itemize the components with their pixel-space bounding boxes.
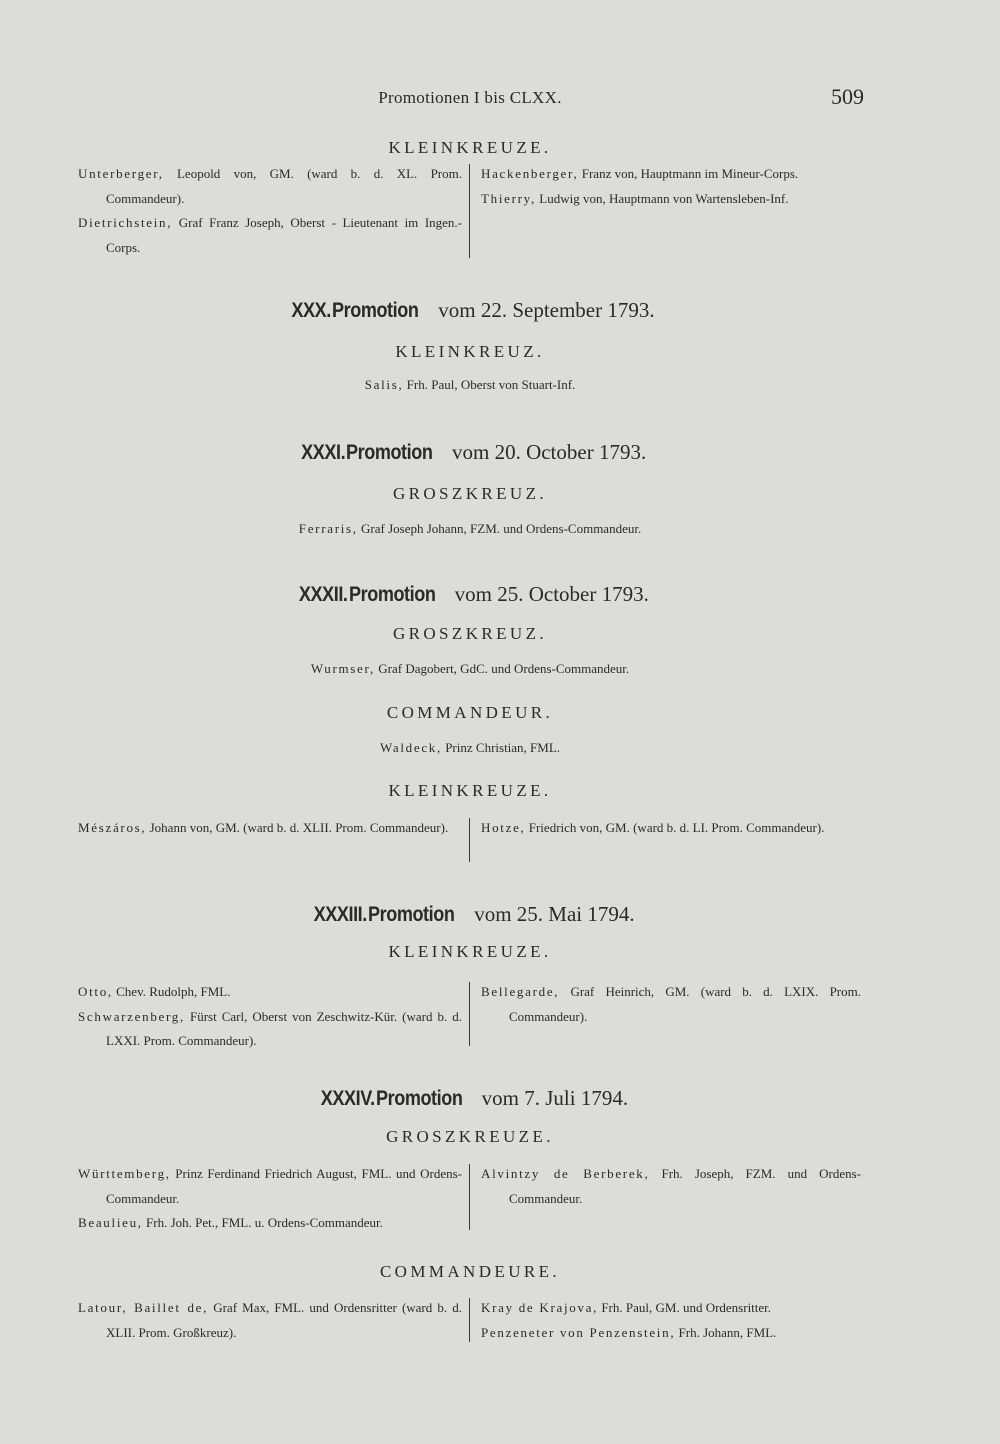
- promotion-word: Promotion: [346, 441, 433, 464]
- promotion-number: XXXIV.: [320, 1087, 375, 1110]
- two-column-list: [74, 980, 870, 1056]
- entry-text: Graf Heinrich, GM. (ward b. d. LXIX. Prom. Commandeur).: [509, 984, 861, 1024]
- entry-text: Frh. Johann, FML.: [675, 1324, 777, 1340]
- promotion-heading: [0, 298, 940, 323]
- entry-text: Chev. Rudolph, FML.: [112, 984, 231, 999]
- right-column: [481, 1162, 861, 1211]
- left-column: [78, 162, 462, 260]
- promotion-number: XXXIII.: [314, 903, 368, 926]
- two-column-list: [74, 1162, 870, 1238]
- left-column: [78, 1296, 462, 1345]
- entry-name: Thierry,: [481, 190, 536, 206]
- category-heading: GROSZKREUZ.: [392, 484, 548, 503]
- list-entry: [78, 1162, 462, 1211]
- entry-text: Prinz Christian, FML.: [441, 740, 561, 755]
- promotion-heading: [0, 582, 940, 607]
- promotion-word: Promotion: [375, 1087, 463, 1110]
- entry-name: Ferraris,: [298, 521, 358, 536]
- right-column: [481, 1296, 861, 1345]
- entry-name: Schwarzenberg,: [78, 1008, 185, 1024]
- entry-text: Frh. Paul, Oberst von Stuart-Inf.: [403, 377, 576, 392]
- promotion-number: XXX.: [291, 299, 332, 322]
- left-column: [78, 980, 462, 1054]
- category-heading: KLEINKREUZE.: [388, 138, 552, 157]
- two-column-list: [74, 816, 870, 870]
- list-entry: [481, 162, 861, 187]
- category-heading: COMMANDEUR.: [386, 703, 554, 722]
- entry-name: Hackenberger,: [481, 166, 579, 181]
- two-column-list: [74, 1296, 870, 1350]
- entry-text: Graf Joseph Johann, FZM. und Ordens-Commandeur.: [357, 521, 642, 536]
- entry-name: Dietrichstein,: [78, 215, 173, 230]
- category-heading: GROSZKREUZE.: [386, 1127, 554, 1146]
- entry-name: Unterberger,: [78, 166, 164, 181]
- promotion-date: vom 20. October 1793.: [451, 440, 647, 464]
- single-entry: [0, 377, 940, 393]
- entry-name: Kray de Krajova,: [481, 1300, 599, 1315]
- category-heading: GROSZKREUZ.: [392, 624, 548, 643]
- entry-text: Frh. Joseph, FZM. und Ordens-Commandeur.: [509, 1166, 861, 1206]
- column-divider: [469, 164, 470, 258]
- entry-name: Mészáros,: [78, 820, 147, 835]
- promotion-word: Promotion: [332, 299, 419, 322]
- entry-name: Bellegarde,: [481, 984, 560, 999]
- entry-text: Fürst Carl, Oberst von Zeschwitz-Kür. (ward b. d. LXXI. Prom. Commandeur).: [106, 1008, 462, 1048]
- list-entry: [481, 187, 861, 212]
- list-entry: [481, 816, 861, 841]
- entry-name: Penzeneter von Penzenstein,: [481, 1324, 676, 1340]
- category-heading: KLEINKREUZ.: [395, 342, 545, 361]
- left-column: [78, 1162, 462, 1236]
- right-column: [481, 162, 861, 211]
- list-entry: [481, 1162, 861, 1211]
- promotion-heading: [0, 440, 940, 465]
- running-head-title: Promotionen I bis CLXX.: [378, 88, 562, 107]
- right-column: [481, 980, 861, 1029]
- entry-name: Latour, Baillet de,: [78, 1300, 209, 1315]
- promotion-date: vom 22. September 1793.: [438, 298, 655, 322]
- list-entry: [481, 1321, 861, 1346]
- column-divider: [469, 818, 470, 862]
- entry-name: Alvintzy de Berberek,: [481, 1166, 650, 1181]
- promotion-word: Promotion: [368, 903, 455, 926]
- entry-name: Beaulieu,: [78, 1215, 143, 1230]
- list-entry: [78, 162, 462, 211]
- entry-text: Franz von, Hauptmann im Mineur-Corps.: [578, 166, 799, 181]
- list-entry: [78, 816, 462, 841]
- list-entry: [481, 980, 861, 1029]
- list-entry: [78, 1005, 462, 1054]
- entry-name: Württemberg,: [78, 1166, 171, 1181]
- entry-text: Ludwig von, Hauptmann von Wartensleben-Inf.: [536, 190, 789, 206]
- entry-name: Waldeck,: [379, 740, 442, 755]
- two-column-list: [74, 162, 870, 262]
- list-entry: [481, 1296, 861, 1321]
- entry-text: Graf Dagobert, GdC. und Ordens-Commandeur.: [375, 661, 630, 676]
- single-entry: [0, 521, 940, 537]
- entry-text: Frh. Paul, GM. und Ordensritter.: [598, 1300, 772, 1315]
- promotion-word: Promotion: [348, 583, 436, 606]
- column-divider: [469, 982, 470, 1046]
- running-head: [0, 84, 1000, 110]
- single-entry: [0, 661, 940, 677]
- list-entry: [78, 1211, 462, 1236]
- column-divider: [469, 1298, 470, 1342]
- list-entry: [78, 211, 462, 260]
- promotion-number: XXXII.: [299, 583, 348, 606]
- entry-text: Prinz Ferdinand Friedrich August, FML. und Ordens-Commandeur.: [106, 1166, 462, 1206]
- promotion-date: vom 25. Mai 1794.: [474, 902, 635, 926]
- entry-text: Leopold von, GM. (ward b. d. XL. Prom. Commandeur).: [106, 166, 462, 206]
- category-heading: COMMANDEURE.: [379, 1262, 561, 1281]
- single-entry: [0, 740, 940, 756]
- entry-name: Salis,: [364, 377, 404, 392]
- entry-text: Friedrich von, GM. (ward b. d. LI. Prom. Commandeur).: [525, 820, 825, 835]
- column-divider: [469, 1164, 470, 1230]
- right-column: [481, 816, 861, 841]
- entry-text: Graf Franz Joseph, Oberst - Lieutenant im Ingen.-Corps.: [106, 215, 462, 255]
- entry-text: Graf Max, FML. und Ordensritter (ward b. d. XLII. Prom. Großkreuz).: [106, 1300, 462, 1340]
- page-number: 509: [831, 84, 864, 109]
- entry-text: Frh. Joh. Pet., FML. u. Ordens-Commandeur.: [142, 1215, 383, 1230]
- entry-name: Hotze,: [481, 820, 526, 835]
- entry-name: Otto,: [78, 984, 113, 999]
- category-heading: KLEINKREUZE.: [388, 942, 552, 961]
- promotion-number: XXXI.: [300, 441, 345, 464]
- promotion-date: vom 25. October 1793.: [454, 582, 649, 606]
- promotion-date: vom 7. Juli 1794.: [481, 1086, 629, 1110]
- promotion-heading: [0, 902, 940, 927]
- entry-text: Johann von, GM. (ward b. d. XLII. Prom. Commandeur).: [146, 820, 449, 835]
- entry-name: Wurmser,: [310, 661, 375, 676]
- promotion-heading: [0, 1086, 940, 1111]
- left-column: [78, 816, 462, 841]
- category-heading: KLEINKREUZE.: [388, 781, 552, 800]
- list-entry: [78, 1296, 462, 1345]
- list-entry: [78, 980, 462, 1005]
